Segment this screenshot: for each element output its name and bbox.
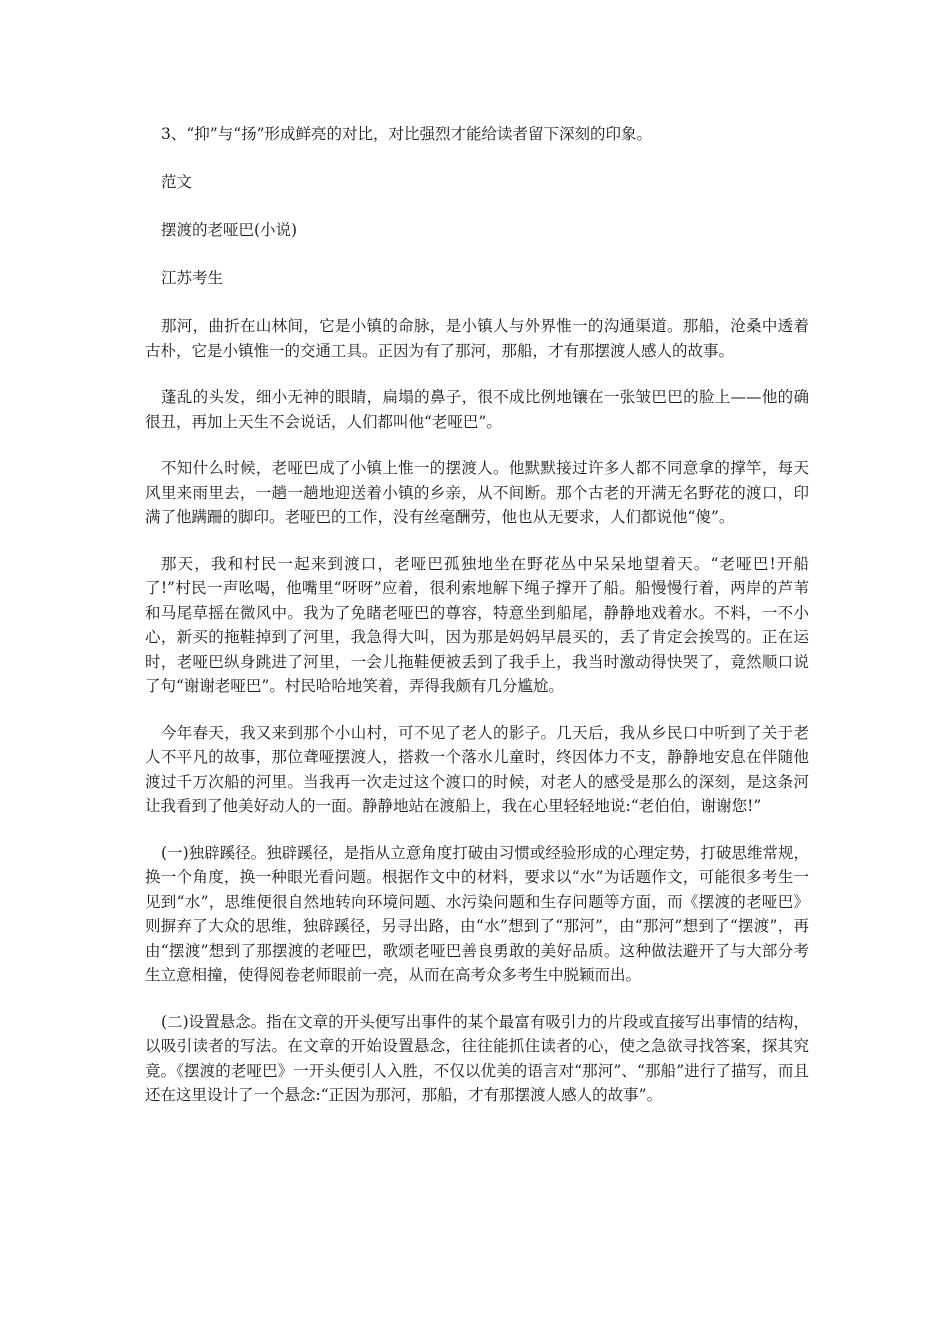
paragraph-2	[145, 385, 809, 434]
paragraph-text: 不知什么时候，老哑巴成了小镇上惟一的摆渡人。他默默接过许多人都不同意拿的撑竿，每天风里来雨里去，一趟一趟地迎送着小镇的乡亲，从不间断。那个古老的开满无名野花的渡口，印满了他蹒跚的脚印。老哑巴的工作，没有丝毫酬劳，他也从无要求，人们都说他“傻”。	[145, 459, 809, 526]
essay-title: 摆渡的老哑巴(小说)	[161, 221, 298, 239]
analysis-point-2	[145, 1010, 809, 1108]
paragraph-text: 蓬乱的头发，细小无神的眼睛，扁塌的鼻子，很不成比例地镶在一张皱巴巴的脸上——他的确很丑，再加上天生不会说话，人们都叫他“老哑巴”。	[145, 388, 809, 431]
paragraph-5	[145, 721, 809, 819]
paragraph-text: 今年春天，我又来到那个小山村，可不见了老人的影子。几天后，我从乡民口中听到了关于老人不平凡的故事，那位聋哑摆渡人，搭救一个落水儿童时，终因体力不支，静静地安息在伴随他渡过千万次船的河里。当我再一次走过这个渡口的时候，对老人的感受是那么的深刻，是这条河让我看到了他美好动人的一面。静静地站在渡船上，我在心里轻轻地说:“老伯伯，谢谢您!”	[145, 723, 809, 815]
paragraph-text: 那河，曲折在山林间，它是小镇的命脉，是小镇人与外界惟一的沟通渠道。那船，沧桑中透着古朴，它是小镇惟一的交通工具。正因为有了那河，那船，才有那摆渡人感人的故事。	[145, 317, 809, 360]
paragraph-text: (一)独辟蹊径。独辟蹊径，是指从立意角度打破由习惯或经验形成的心理定势，打破思维常规，换一个角度，换一种眼光看问题。根据作文中的材料，要求以“水”为话题作文，可能很多考生一见到“水”，思维便很自然地转向环境问题、水污染问题和生存问题等方面，而《摆渡的老哑巴》则摒弃了大众的思维，独辟蹊径，另寻出路，由“水”想到了“那河”，由“那河”想到了“摆渡”，再由“摆渡”想到了那摆渡的老哑巴，歌颂老哑巴善良勇敢的美好品质。这种做法避开了与大部分考生立意相撞，使得阅卷老师眼前一亮，从而在高考众多考生中脱颖而出。	[145, 843, 809, 984]
paragraph-3	[145, 456, 809, 530]
document-page	[145, 122, 809, 1108]
paragraph-text: (二)设置悬念。指在文章的开头便写出事件的某个最富有吸引力的片段或直接写出事情的结构，以吸引读者的写法。在文章的开始设置悬念，往往能抓住读者的心，使之急欲寻找答案，探其究竟。《摆渡的老哑巴》一开头便引人入胜，不仅以优美的语言对“那河”、“那船”进行了描写，而且还在这里设计了一个悬念:“正因为那河，那船，才有那摆渡人感人的故事”。	[145, 1012, 809, 1104]
paragraph-text: 那天，我和村民一起来到渡口，老哑巴孤独地坐在野花丛中呆呆地望着天。“老哑巴!开船了!”村民一声吆喝，他嘴里“呀呀”应着，很利索地解下绳子撑开了船。船慢慢行着，两岸的芦苇和马尾草摇在微风中。我为了免睹老哑巴的尊容，特意坐到船尾，静静地戏着水。不料，一不小心，新买的拖鞋掉到了河里，我急得大叫，因为那是妈妈早晨买的，丢了肯定会挨骂的。正在运时，老哑巴纵身跳进了河里，一会儿拖鞋便被丢到了我手上，我当时激动得快哭了，竟然顺口说了句“谢谢老哑巴”。村民哈哈地笑着，弄得我颇有几分尴尬。	[145, 554, 809, 695]
section-label: 范文	[161, 173, 193, 191]
intro-point: 3、“抑”与“扬”形成鲜亮的对比，对比强烈才能给读者留下深刻的印象。	[161, 125, 653, 143]
paragraph-1	[145, 314, 809, 363]
essay-author: 江苏考生	[161, 269, 224, 287]
analysis-point-1	[145, 841, 809, 988]
paragraph-4	[145, 552, 809, 699]
